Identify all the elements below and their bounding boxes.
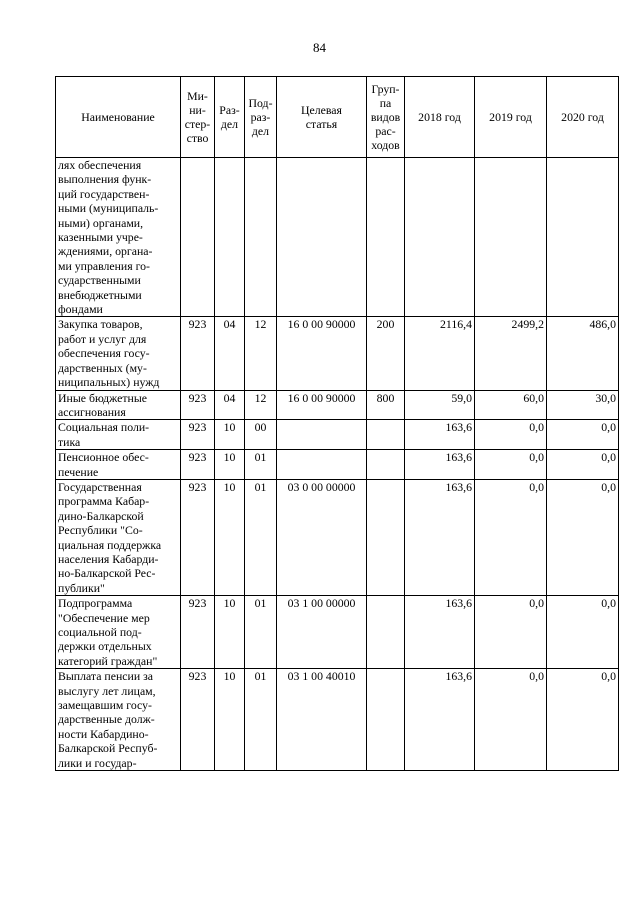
name-line: населения Кабарди- <box>58 551 159 566</box>
name-line: Социальная поли- <box>58 420 150 435</box>
target-cell: 03 1 00 40010 <box>277 669 367 771</box>
name-cell <box>56 158 181 317</box>
name-line: лики и государ- <box>58 755 137 770</box>
ministry-cell: 923 <box>181 479 215 595</box>
table-row <box>56 596 619 669</box>
name-line: Выплата пенсии за <box>58 669 153 684</box>
value-2019-cell <box>475 158 547 317</box>
table-row <box>56 317 619 390</box>
name-line: ассигнования <box>58 404 126 419</box>
value-2018-cell: 2116,4 <box>405 317 475 390</box>
ministry-cell: 923 <box>181 596 215 669</box>
name-line: дино-Балкарской <box>58 508 144 523</box>
name-cell <box>56 450 181 480</box>
name-line: замещавшим госу- <box>58 698 152 713</box>
subsection-cell: 01 <box>245 479 277 595</box>
subsection-cell: 00 <box>245 420 277 450</box>
expense-group-cell <box>367 596 405 669</box>
value-2019-cell: 0,0 <box>475 669 547 771</box>
table-row <box>56 420 619 450</box>
table-row <box>56 669 619 771</box>
header-ministry: Ми- ни- стер- ство <box>181 77 215 158</box>
value-2020-cell: 0,0 <box>547 420 619 450</box>
subsection-cell <box>245 158 277 317</box>
value-2019-cell: 0,0 <box>475 479 547 595</box>
name-line: программа Кабар- <box>58 494 150 509</box>
section-cell: 10 <box>215 420 245 450</box>
section-cell: 10 <box>215 450 245 480</box>
name-cell <box>56 669 181 771</box>
target-cell: 16 0 00 90000 <box>277 317 367 390</box>
name-line: обеспечения госу- <box>58 346 150 361</box>
name-line: ждениями, органа- <box>58 244 153 259</box>
subsection-cell: 12 <box>245 317 277 390</box>
ministry-cell <box>181 158 215 317</box>
name-cell <box>56 420 181 450</box>
expense-group-cell <box>367 479 405 595</box>
name-line: Закупка товаров, <box>58 317 143 332</box>
value-2019-cell: 0,0 <box>475 450 547 480</box>
value-2018-cell: 163,6 <box>405 450 475 480</box>
expense-group-cell: 200 <box>367 317 405 390</box>
name-line: ными) органами, <box>58 215 144 230</box>
value-2020-cell: 0,0 <box>547 596 619 669</box>
section-cell: 04 <box>215 390 245 420</box>
name-cell <box>56 317 181 390</box>
target-cell: 03 1 00 00000 <box>277 596 367 669</box>
name-line: внебюджетными <box>58 287 142 302</box>
value-2019-cell: 0,0 <box>475 596 547 669</box>
target-cell <box>277 450 367 480</box>
header-section: Раз- дел <box>215 77 245 158</box>
name-line: ности Кабардино- <box>58 726 149 741</box>
value-2020-cell: 0,0 <box>547 479 619 595</box>
target-cell <box>277 420 367 450</box>
ministry-cell: 923 <box>181 450 215 480</box>
name-line: лях обеспечения <box>58 158 142 172</box>
value-2018-cell: 163,6 <box>405 669 475 771</box>
target-cell <box>277 158 367 317</box>
expense-group-cell <box>367 158 405 317</box>
value-2019-cell: 2499,2 <box>475 317 547 390</box>
value-2020-cell: 0,0 <box>547 450 619 480</box>
name-line: публики" <box>58 580 105 595</box>
value-2020-cell <box>547 158 619 317</box>
name-line: держки отдельных <box>58 639 152 654</box>
value-2018-cell: 163,6 <box>405 479 475 595</box>
section-cell: 10 <box>215 669 245 771</box>
name-line: дарственных (му- <box>58 360 147 375</box>
name-line: категорий граждан" <box>58 653 158 668</box>
name-line: ными (муниципаль- <box>58 201 159 216</box>
name-line: казенными учре- <box>58 230 143 245</box>
target-cell: 03 0 00 00000 <box>277 479 367 595</box>
value-2020-cell: 486,0 <box>547 317 619 390</box>
value-2019-cell: 60,0 <box>475 390 547 420</box>
name-cell <box>56 479 181 595</box>
name-line: Балкарской Респуб- <box>58 741 158 756</box>
expense-group-cell <box>367 420 405 450</box>
name-line: ций государствен- <box>58 186 150 201</box>
target-cell: 16 0 00 90000 <box>277 390 367 420</box>
name-line: сударственными <box>58 273 141 288</box>
budget-table <box>55 76 619 771</box>
name-line: Пенсионное обес- <box>58 450 149 465</box>
name-line: Иные бюджетные <box>58 390 148 405</box>
name-line: работ и услуг для <box>58 331 147 346</box>
expense-group-cell: 800 <box>367 390 405 420</box>
ministry-cell: 923 <box>181 317 215 390</box>
header-2018: 2018 год <box>405 77 475 158</box>
table-body <box>56 158 619 771</box>
table-row <box>56 450 619 480</box>
name-cell <box>56 596 181 669</box>
header-target: Целевая статья <box>277 77 367 158</box>
name-line: Подпрограмма <box>58 596 133 611</box>
name-cell <box>56 390 181 420</box>
table-row <box>56 390 619 420</box>
subsection-cell: 01 <box>245 450 277 480</box>
name-line: выслугу лет лицам, <box>58 683 156 698</box>
name-line: ми управления го- <box>58 258 150 273</box>
ministry-cell: 923 <box>181 669 215 771</box>
header-expense-group: Груп- па видов рас- ходов <box>367 77 405 158</box>
value-2020-cell: 0,0 <box>547 669 619 771</box>
section-cell: 10 <box>215 479 245 595</box>
subsection-cell: 01 <box>245 596 277 669</box>
table-row <box>56 158 619 317</box>
header-2020: 2020 год <box>547 77 619 158</box>
name-line: дарственные долж- <box>58 712 155 727</box>
value-2018-cell <box>405 158 475 317</box>
header-name: Наименование <box>56 77 181 158</box>
value-2020-cell: 30,0 <box>547 390 619 420</box>
value-2019-cell: 0,0 <box>475 420 547 450</box>
expense-group-cell <box>367 669 405 771</box>
section-cell: 10 <box>215 596 245 669</box>
header-subsection: Под- раз- дел <box>245 77 277 158</box>
name-line: ниципальных) нужд <box>58 375 160 390</box>
subsection-cell: 12 <box>245 390 277 420</box>
expense-group-cell <box>367 450 405 480</box>
name-line: но-Балкарской Рес- <box>58 566 156 581</box>
name-line: фондами <box>58 302 103 317</box>
name-line: Государственная <box>58 479 142 494</box>
section-cell: 04 <box>215 317 245 390</box>
name-line: тика <box>58 434 81 449</box>
value-2018-cell: 163,6 <box>405 596 475 669</box>
header-row <box>56 77 619 158</box>
table-row <box>56 479 619 595</box>
subsection-cell: 01 <box>245 669 277 771</box>
value-2018-cell: 163,6 <box>405 420 475 450</box>
header-2019: 2019 год <box>475 77 547 158</box>
name-line: циальная поддержка <box>58 537 162 552</box>
section-cell <box>215 158 245 317</box>
name-line: социальной под- <box>58 625 142 639</box>
name-line: печение <box>58 464 99 479</box>
ministry-cell: 923 <box>181 390 215 420</box>
name-line: Республики "Со- <box>58 523 143 538</box>
value-2018-cell: 59,0 <box>405 390 475 420</box>
page-number: 84 <box>313 40 326 55</box>
name-line: выполнения функ- <box>58 172 152 187</box>
ministry-cell: 923 <box>181 420 215 450</box>
name-line: "Обеспечение мер <box>58 610 150 625</box>
